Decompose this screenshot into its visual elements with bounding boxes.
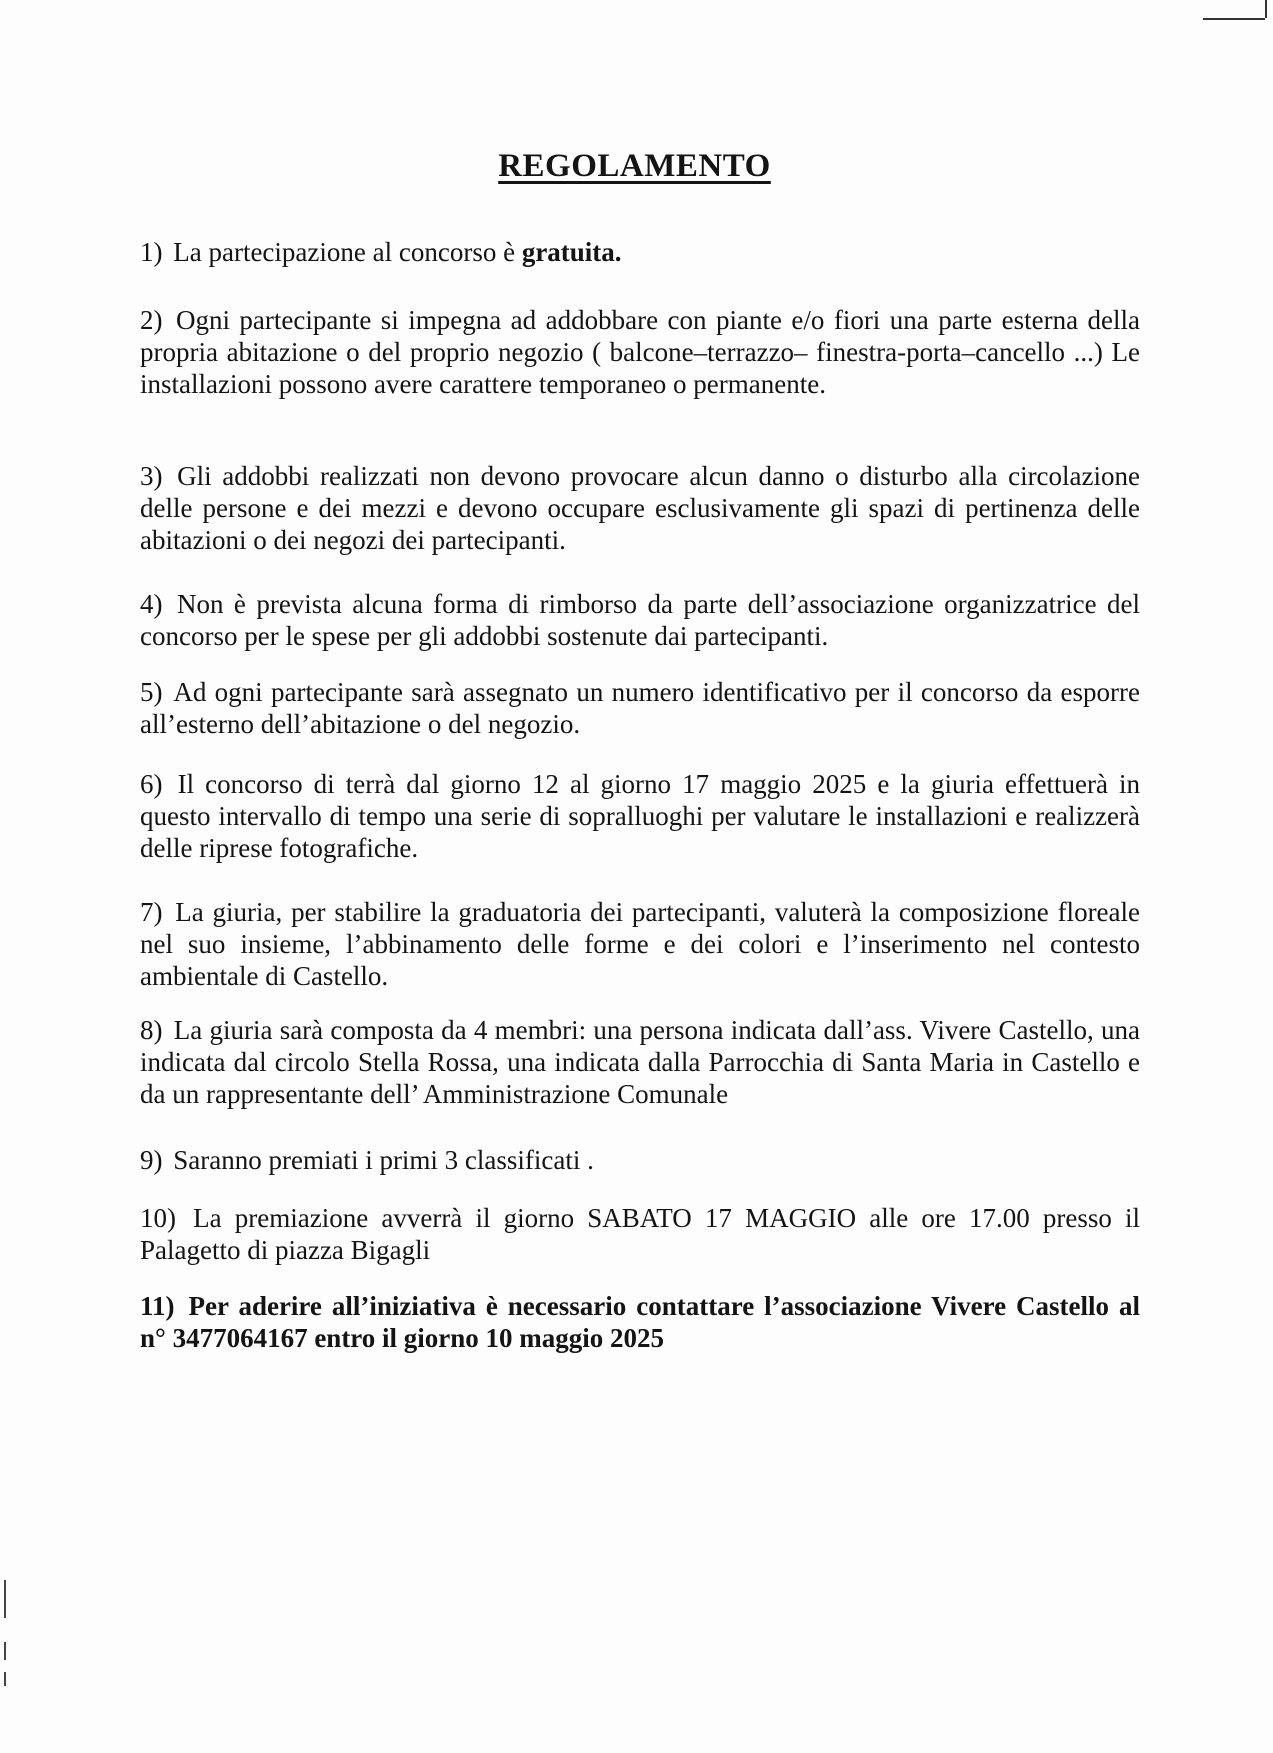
rule-number: 2) [140,305,163,335]
rule-text: Non è prevista alcuna forma di rimborso da parte dell’associazione organizzatrice del concorso per le spese per gli addobbi sostenute dai partecipanti. [140,589,1140,651]
rule-8 [140,1014,1140,1110]
rule-4 [140,588,1140,652]
rule-number: 8) [140,1015,163,1045]
rule-number: 3) [140,461,163,491]
scan-edge-mark [4,1672,6,1686]
rule-number: 7) [140,897,163,927]
rule-number: 10) [140,1203,176,1233]
rule-number: 4) [140,589,163,619]
rule-3 [140,460,1140,556]
scan-edge-mark [4,1642,6,1660]
rule-9 [140,1144,1140,1176]
rule-2 [140,304,1140,400]
rule-emphasis: gratuita. [521,237,622,267]
rule-text: Ogni partecipante si impegna ad addobbare con piante e/o fiori una parte esterna della propria abitazione o del proprio negozio ( balcone–terrazzo– finestra-porta–cancello ...) Le installazioni possono avere carattere temporaneo o permanente. [140,305,1141,399]
rule-text: La giuria sarà composta da 4 membri: una persona indicata dall’ass. Vivere Castello, una indicata dal circolo Stella Rossa, una indicata dalla Parrocchia di Santa Maria in Castello e da un rappresentante dell’ Amministrazione Comunale [140,1015,1140,1109]
rule-number: 9) [140,1145,163,1175]
rule-text: Ad ogni partecipante sarà assegnato un numero identificativo per il concorso da esporre all’esterno dell’abitazione o del negozio. [140,677,1140,739]
document-title-text: REGOLAMENTO [498,148,771,184]
scan-edge-mark [4,1580,6,1618]
rule-number: 1) [140,237,163,267]
rule-text: Per aderire all’iniziativa è necessario contattare l’associazione Vivere Castello al n° 3477064167 entro il giorno 10 maggio 2025 [140,1291,1141,1353]
rule-6 [140,768,1140,864]
rule-5 [140,676,1140,740]
rule-text: La partecipazione al concorso è [173,237,516,267]
rule-number: 11) [140,1291,175,1321]
rule-text: La premiazione avverrà il giorno SABATO 17 MAGGIO alle ore 17.00 presso il Palagetto di piazza Bigagli [140,1203,1140,1265]
rule-text: La giuria, per stabilire la graduatoria dei partecipanti, valuterà la composizione floreale nel suo insieme, l’abbinamento delle forme e dei colori e l’inserimento nel contesto ambientale di Castello. [140,897,1141,991]
rule-number: 5) [140,677,163,707]
document-title [0,148,1273,185]
rule-1 [140,236,1140,268]
rule-11 [140,1290,1140,1354]
rule-10 [140,1202,1140,1266]
rule-text: Il concorso di terrà dal giorno 12 al giorno 17 maggio 2025 e la giuria effettuerà in questo intervallo di tempo una serie di sopralluoghi per valutare le installazioni e realizzerà delle riprese fotografiche. [140,769,1140,863]
scan-corner-mark [1203,10,1265,20]
rule-text: Saranno premiati i primi 3 classificati . [173,1145,594,1175]
rule-7 [140,896,1140,992]
rule-text: Gli addobbi realizzati non devono provocare alcun danno o disturbo alla circolazione delle persone e dei mezzi e devono occupare esclusivamente gli spazi di pertinenza delle abitazioni o dei negozi dei partecipanti. [140,461,1140,555]
rule-number: 6) [140,769,163,799]
